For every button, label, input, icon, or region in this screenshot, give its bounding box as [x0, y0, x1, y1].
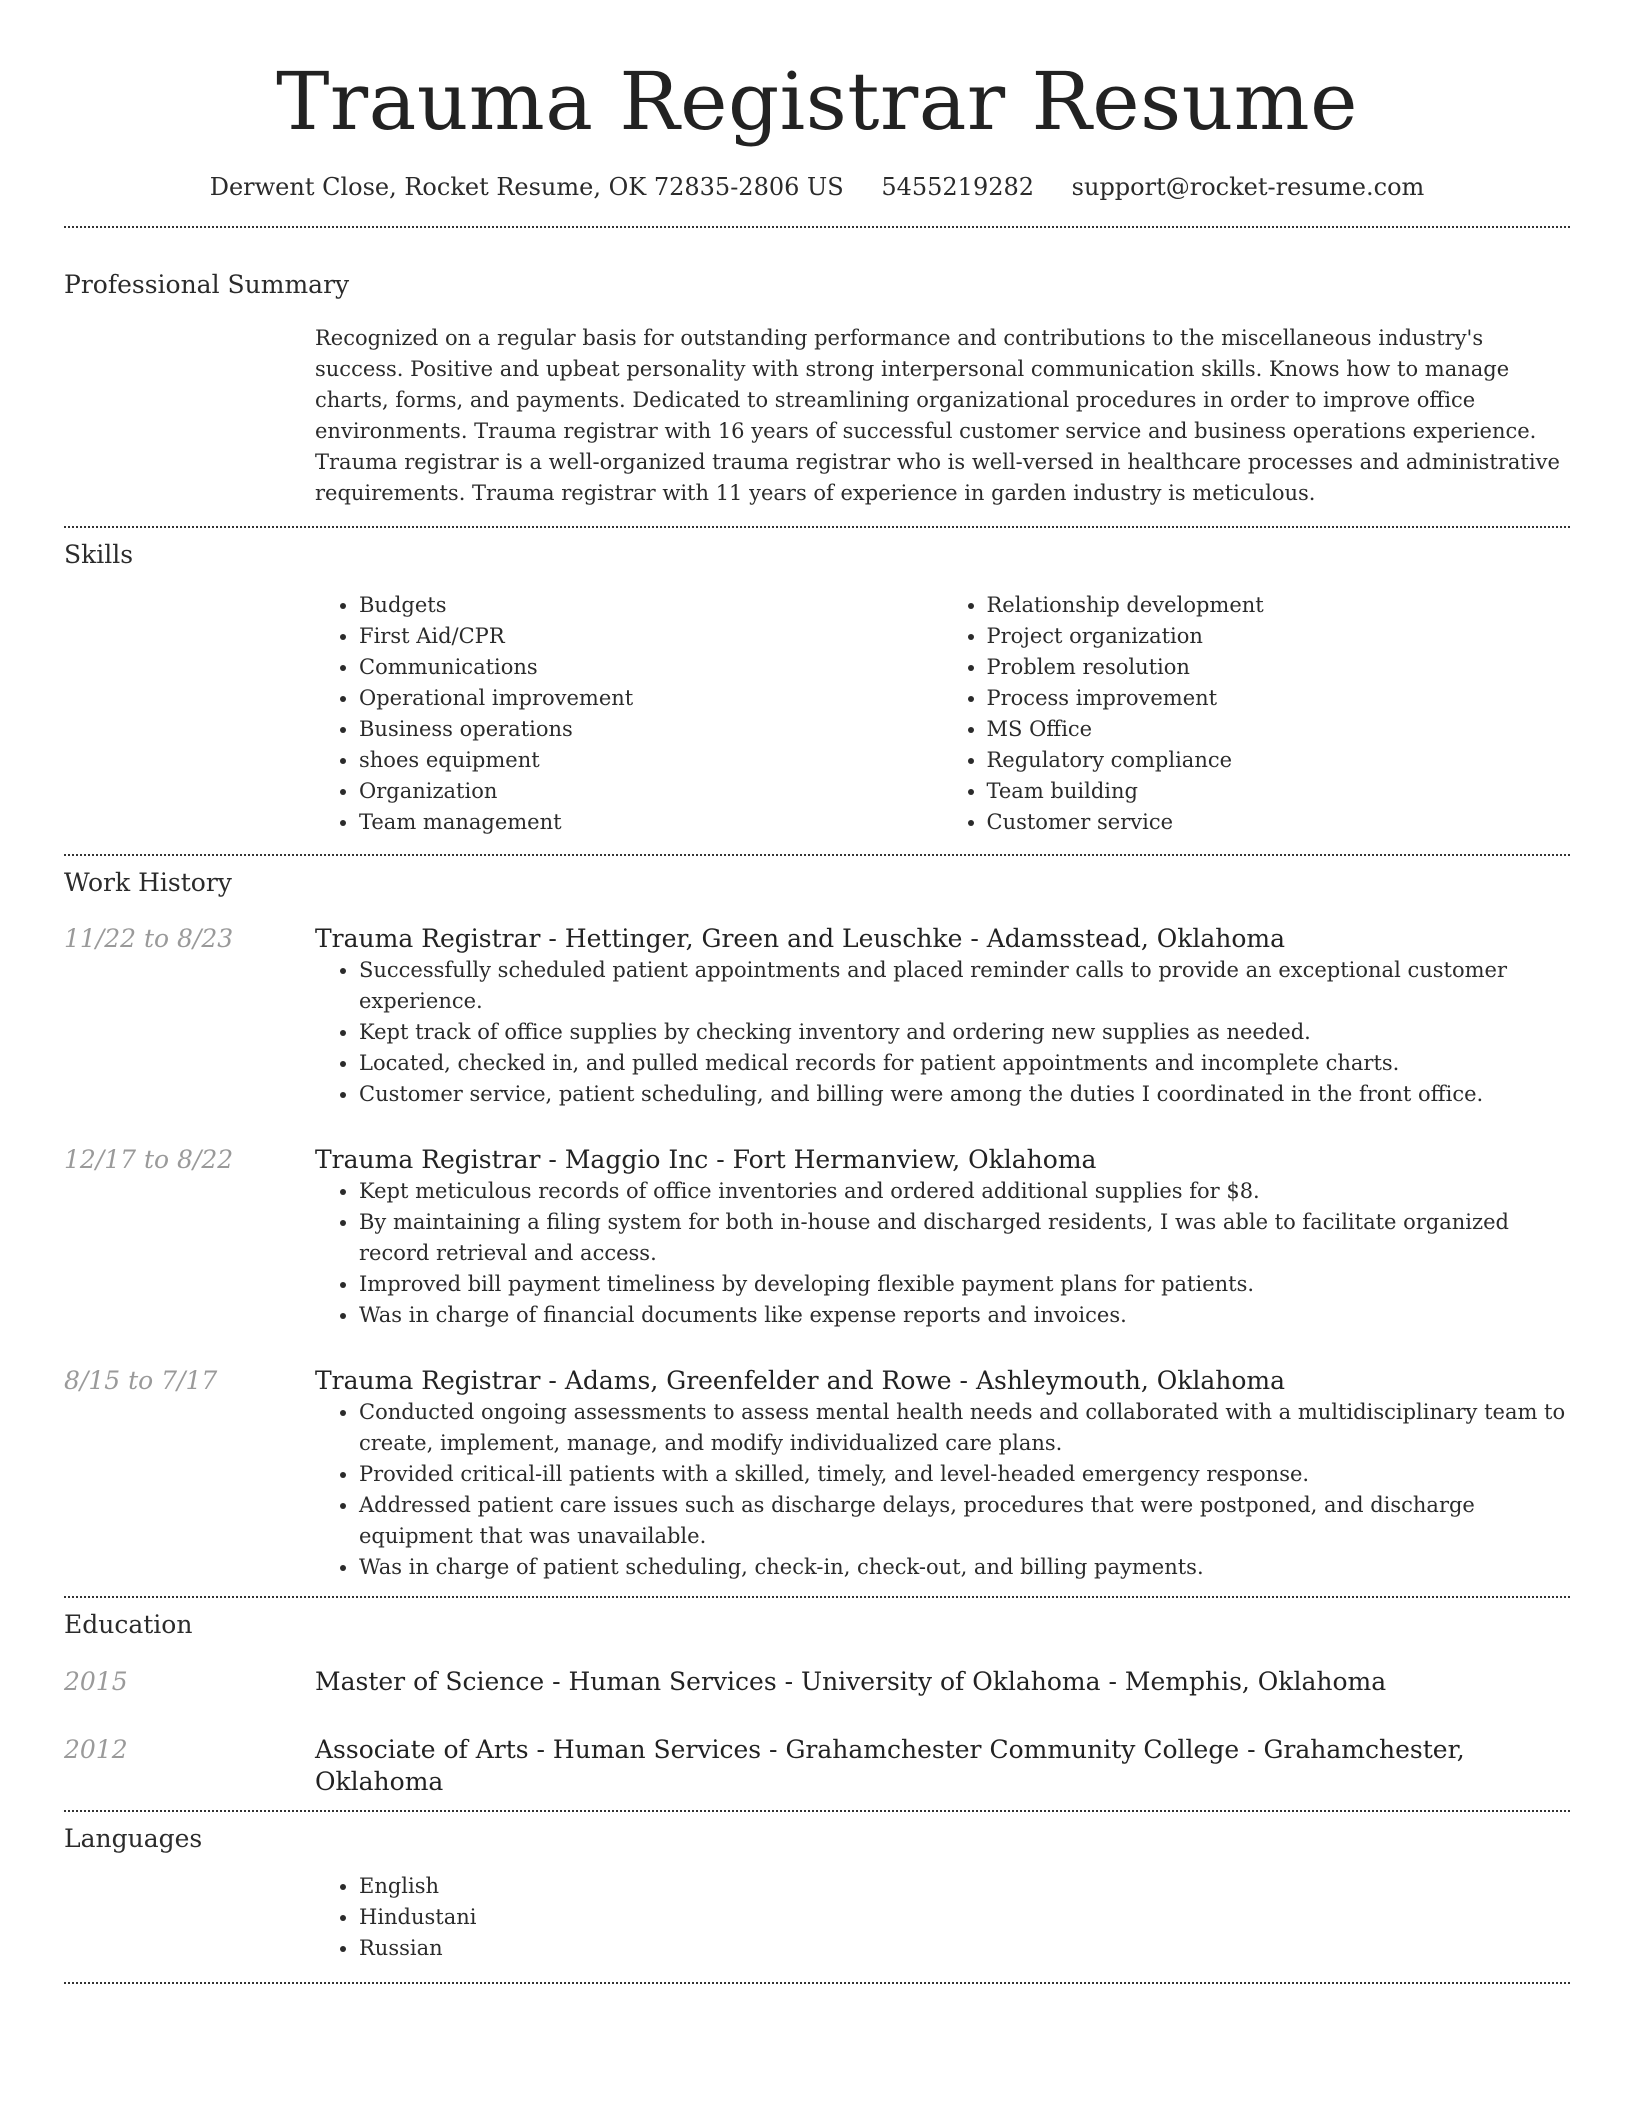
education-heading: Education — [64, 1610, 193, 1639]
resume-title: Trauma Registrar Resume — [276, 55, 1358, 148]
language-item: • English — [359, 1871, 1570, 1902]
skill-item: • First Aid/CPR — [359, 621, 943, 652]
summary-text: Recognized on a regular basis for outstanding performance and contributions to the miscellaneous industry's success. Positive and upbeat personality with strong interpersonal communication skills. Knows how to manage charts, forms, and payments. Dedicated to streamlining organizational procedures in order to improve office environments. Trauma registrar with 16 years of successful customer service and business operations experience. Trauma registrar is a well-organized trauma registrar who is well-versed in healthcare processes and administrative requirements. Trauma registrar with 11 years of experience in garden industry is meticulous. — [315, 326, 1560, 505]
work-entry-body — [315, 923, 1570, 1110]
skills-list — [315, 590, 1570, 838]
section-divider — [64, 526, 1570, 528]
education-title: Master of Science - Human Services - University of Oklahoma - Memphis, Oklahoma — [315, 1667, 1387, 1696]
work-entry — [64, 1144, 1570, 1331]
contact-address: Derwent Close, Rocket Resume, OK 72835-2806 US — [209, 173, 844, 201]
duty-item: • Was in charge of financial documents like expense reports and invoices. — [359, 1300, 1570, 1331]
skills-column-left — [315, 590, 943, 838]
education-year: 2015 — [64, 1667, 128, 1696]
skills-heading: Skills — [64, 540, 134, 569]
skill-item: • MS Office — [987, 714, 1571, 745]
duty-item: • Addressed patient care issues such as discharge delays, procedures that were postponed, and discharge equipment that was unavailable. — [359, 1490, 1570, 1552]
skill-item: • Relationship development — [987, 590, 1571, 621]
duty-item: • Successfully scheduled patient appointments and placed reminder calls to provide an exceptional customer experience. — [359, 955, 1570, 1017]
language-item: • Hindustani — [359, 1902, 1570, 1933]
work-history-heading: Work History — [64, 868, 232, 897]
duty-item: • Located, checked in, and pulled medical records for patient appointments and incomplete charts. — [359, 1048, 1570, 1079]
work-entry-body — [315, 1365, 1570, 1583]
work-entry — [64, 923, 1570, 1110]
contact-line — [64, 172, 1570, 202]
resume-page — [64, 0, 1570, 1984]
skill-item: • Regulatory compliance — [987, 745, 1571, 776]
work-dates: 12/17 to 8/22 — [64, 1145, 234, 1174]
work-entry-body — [315, 1144, 1570, 1331]
section-divider — [64, 1982, 1570, 1984]
summary-heading: Professional Summary — [64, 270, 350, 299]
skill-item: • Customer service — [987, 807, 1571, 838]
education-title: Associate of Arts - Human Services - Grahamchester Community College - Grahamchester, Oklahoma — [315, 1735, 1465, 1796]
education-year: 2012 — [64, 1735, 128, 1764]
section-divider — [64, 1596, 1570, 1598]
education-entry — [64, 1734, 1570, 1798]
work-duties — [315, 1397, 1570, 1583]
skill-item: • Process improvement — [987, 683, 1571, 714]
duty-item: • Provided critical-ill patients with a skilled, timely, and level-headed emergency response. — [359, 1459, 1570, 1490]
work-dates: 11/22 to 8/23 — [64, 924, 234, 953]
duty-item: • Was in charge of patient scheduling, check-in, check-out, and billing payments. — [359, 1552, 1570, 1583]
duty-item: • Improved bill payment timeliness by developing flexible payment plans for patients. — [359, 1269, 1570, 1300]
skill-item: • Project organization — [987, 621, 1571, 652]
skill-item: • Operational improvement — [359, 683, 943, 714]
section-divider — [64, 1810, 1570, 1812]
duty-item: • Customer service, patient scheduling, and billing were among the duties I coordinated in the front office. — [359, 1079, 1570, 1110]
work-title: Trauma Registrar - Adams, Greenfelder and Rowe - Ashleymouth, Oklahoma — [315, 1366, 1286, 1395]
skill-item: • Team building — [987, 776, 1571, 807]
duty-item: • Conducted ongoing assessments to assess mental health needs and collaborated with a multidisciplinary team to create, implement, manage, and modify individualized care plans. — [359, 1397, 1570, 1459]
work-duties — [315, 955, 1570, 1110]
contact-email: support@rocket-resume.com — [1071, 173, 1425, 201]
skills-column-right — [943, 590, 1571, 838]
languages-heading: Languages — [64, 1824, 203, 1853]
skill-item: • Team management — [359, 807, 943, 838]
section-divider — [64, 854, 1570, 856]
skill-item: • Organization — [359, 776, 943, 807]
work-duties — [315, 1176, 1570, 1331]
duty-item: • Kept track of office supplies by checking inventory and ordering new supplies as needed. — [359, 1017, 1570, 1048]
skill-item: • Budgets — [359, 590, 943, 621]
section-divider — [64, 226, 1570, 228]
language-item: • Russian — [359, 1933, 1570, 1964]
skill-item: • shoes equipment — [359, 745, 943, 776]
work-entry — [64, 1365, 1570, 1583]
skill-item: • Business operations — [359, 714, 943, 745]
contact-phone: 5455219282 — [881, 173, 1035, 201]
work-title: Trauma Registrar - Maggio Inc - Fort Hermanview, Oklahoma — [315, 1145, 1097, 1174]
skill-item: • Communications — [359, 652, 943, 683]
languages-list — [315, 1871, 1570, 1964]
skill-item: • Problem resolution — [987, 652, 1571, 683]
duty-item: • By maintaining a filing system for both in-house and discharged residents, I was able to facilitate organized record retrieval and access. — [359, 1207, 1570, 1269]
duty-item: • Kept meticulous records of office inventories and ordered additional supplies for $8. — [359, 1176, 1570, 1207]
work-title: Trauma Registrar - Hettinger, Green and Leuschke - Adamsstead, Oklahoma — [315, 924, 1286, 953]
education-entry — [64, 1666, 1570, 1698]
work-dates: 8/15 to 7/17 — [64, 1366, 218, 1395]
